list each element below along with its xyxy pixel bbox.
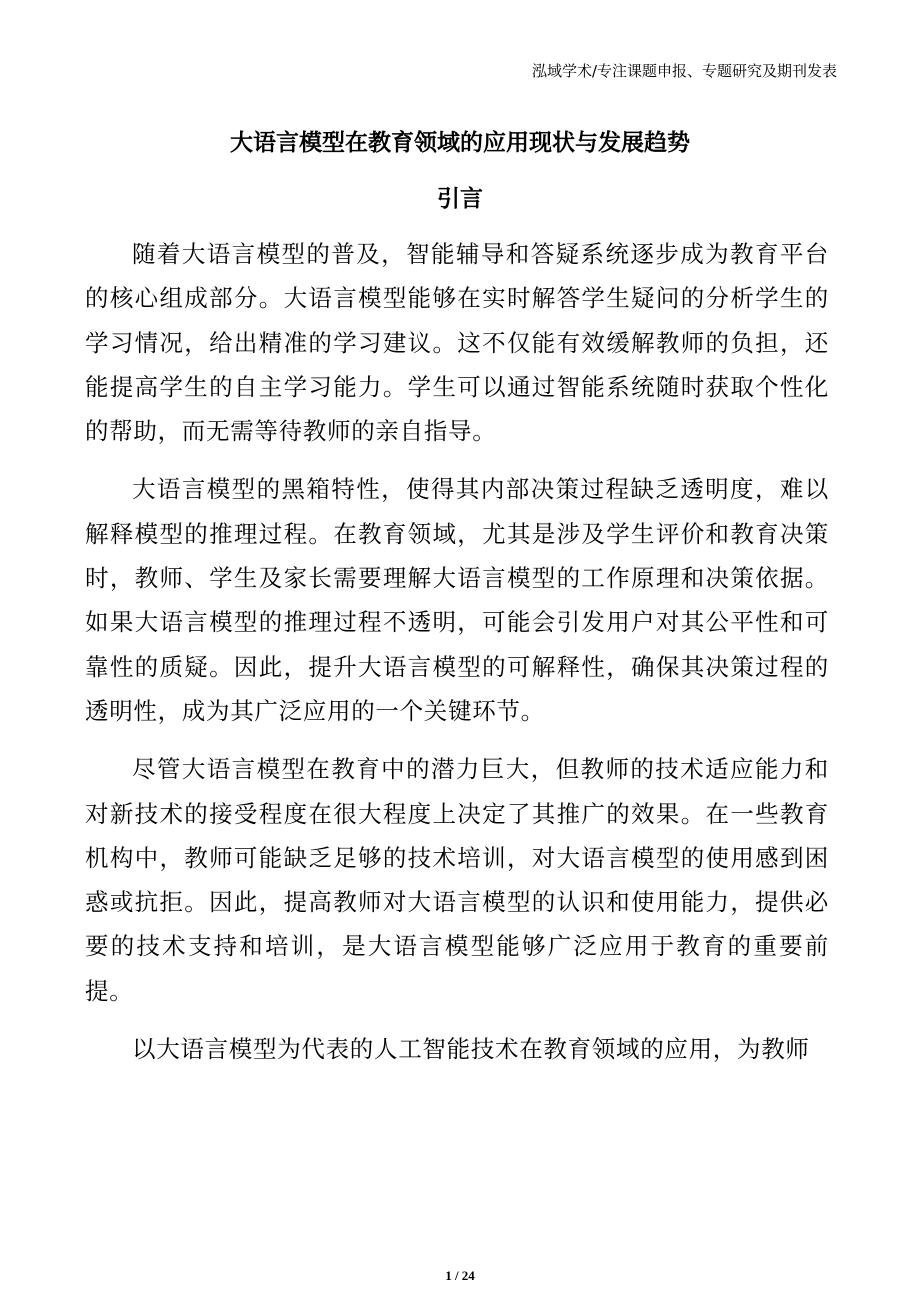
paragraph: 大语言模型的黑箱特性，使得其内部决策过程缺乏透明度，难以解释模型的推理过程。在教育领域，尤其是涉及学生评价和教育决策时，教师、学生及家长需要理解大语言模型的工作原理和决策依据。如果大语言模型的推理过程不透明，可能会引发用户对其公平性和可靠性的质疑。因此，提升大语言模型的可解释性，确保其决策过程的透明性，成为其广泛应用的一个关键环节。	[85, 475, 829, 725]
page-number: 1 / 24	[445, 1268, 475, 1283]
document-title: 大语言模型在教育领域的应用现状与发展趋势	[230, 130, 690, 156]
paragraph: 以大语言模型为代表的人工智能技术在教育领域的应用，为教师	[132, 1035, 810, 1064]
paragraph: 随着大语言模型的普及，智能辅导和答疑系统逐步成为教育平台的核心组成部分。大语言模型能够在实时解答学生疑问的分析学生的学习情况，给出精准的学习建议。这不仅能有效缓解教师的负担，还能提高学生的自主学习能力。学生可以通过智能系统随时获取个性化的帮助，而无需等待教师的亲自指导。	[85, 240, 829, 446]
section-heading: 引言	[437, 186, 483, 212]
page-header: 泓域学术/专注课题申报、专题研究及期刊发表	[531, 62, 837, 80]
paragraph: 尽管大语言模型在教育中的潜力巨大，但教师的技术适应能力和对新技术的接受程度在很大程度上决定了其推广的效果。在一些教育机构中，教师可能缺乏足够的技术培训，对大语言模型的使用感到困惑或抗拒。因此，提高教师对大语言模型的认识和使用能力，提供必要的技术支持和培训，是大语言模型能够广泛应用于教育的重要前提。	[85, 755, 829, 1005]
document-body	[85, 232, 829, 1085]
